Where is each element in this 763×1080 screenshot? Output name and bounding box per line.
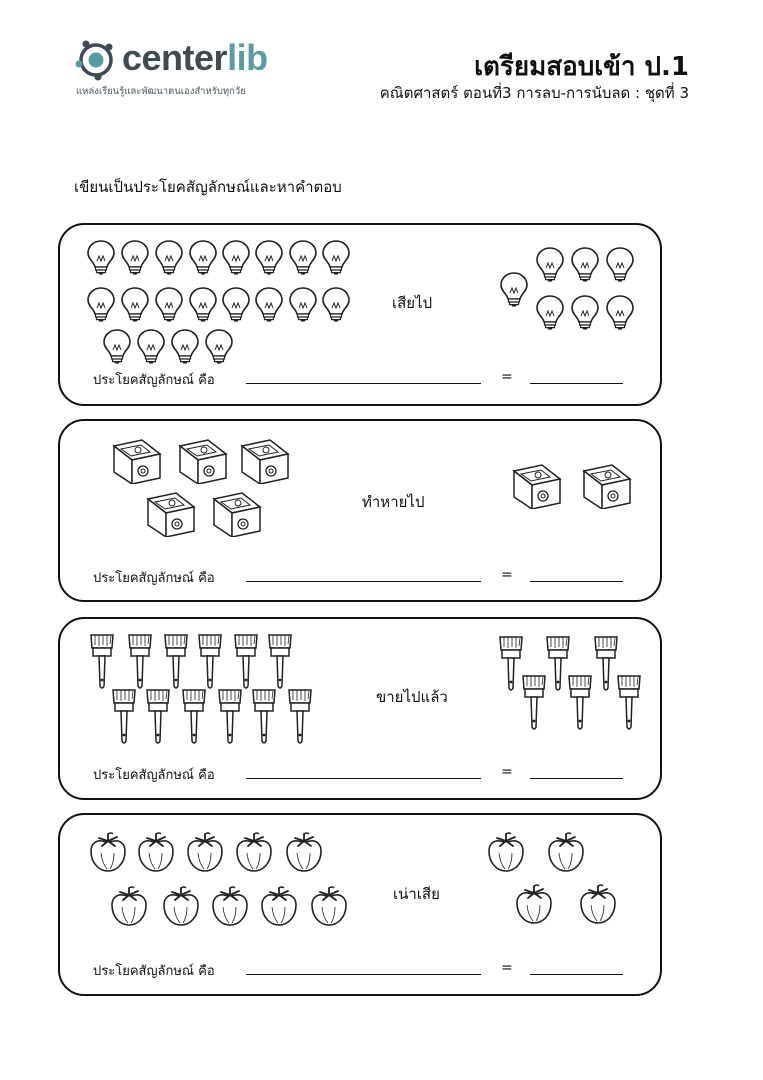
sentence-answer-line[interactable]	[246, 778, 481, 779]
equals-sign: =	[501, 960, 513, 976]
light-bulb-icon	[499, 271, 529, 311]
light-bulb-icon	[254, 286, 284, 326]
paintbrush-icon	[266, 632, 294, 694]
sentence-answer-line[interactable]	[246, 974, 481, 975]
light-bulb-icon	[170, 328, 200, 368]
light-bulb-icon	[86, 239, 116, 279]
light-bulb-icon	[221, 239, 251, 279]
light-bulb-icon	[321, 239, 351, 279]
pencil-sharpener-icon	[212, 491, 262, 541]
light-bulb-icon	[120, 286, 150, 326]
instruction-text: เขียนเป็นประโยคสัญลักษณ์และหาคำตอบ	[74, 178, 342, 196]
light-bulb-icon	[254, 239, 284, 279]
paintbrush-icon	[286, 687, 314, 749]
result-answer-line[interactable]	[530, 974, 623, 975]
tomato-icon	[87, 831, 129, 877]
tomato-icon	[233, 831, 275, 877]
light-bulb-icon	[570, 246, 600, 286]
paintbrush-icon	[232, 632, 260, 694]
logo-icon	[74, 38, 118, 82]
light-bulb-icon	[535, 294, 565, 334]
paintbrush-icon	[110, 687, 138, 749]
tomato-icon	[160, 885, 202, 931]
sentence-label: ประโยคสัญลักษณ์ คือ	[93, 373, 215, 388]
light-bulb-icon	[605, 246, 635, 286]
equals-sign: =	[501, 567, 513, 583]
sentence-answer-line[interactable]	[246, 383, 481, 384]
pencil-sharpener-icon	[240, 438, 290, 488]
paintbrush-icon	[615, 673, 643, 735]
sentence-label: ประโยคสัญลักษณ์ คือ	[93, 964, 215, 979]
tomato-icon	[545, 831, 587, 877]
pencil-sharpener-icon	[582, 463, 632, 513]
problem-panel-3	[58, 617, 662, 800]
light-bulb-icon	[188, 239, 218, 279]
sentence-label: ประโยคสัญลักษณ์ คือ	[93, 768, 215, 783]
tomato-icon	[513, 883, 555, 929]
problem-verb: เสียไป	[392, 294, 433, 312]
paintbrush-icon	[144, 687, 172, 749]
equals-sign: =	[501, 369, 513, 385]
result-answer-line[interactable]	[530, 383, 623, 384]
paintbrush-icon	[520, 673, 548, 735]
light-bulb-icon	[154, 286, 184, 326]
tomato-icon	[108, 885, 150, 931]
tomato-icon	[184, 831, 226, 877]
tomato-icon	[308, 885, 350, 931]
page-subtitle: คณิตศาสตร์ ตอนที่3 การลบ-การนับลด : ชุดที่ 3	[379, 84, 689, 102]
tomato-icon	[258, 885, 300, 931]
problem-panel-1	[58, 223, 662, 406]
tomato-icon	[135, 831, 177, 877]
problem-verb: ทำหายไป	[362, 493, 425, 511]
equals-sign: =	[501, 764, 513, 780]
problem-verb: เน่าเสีย	[393, 885, 440, 903]
light-bulb-icon	[154, 239, 184, 279]
problem-panel-4	[58, 813, 662, 996]
paintbrush-icon	[250, 687, 278, 749]
paintbrush-icon	[566, 673, 594, 735]
result-answer-line[interactable]	[530, 778, 623, 779]
pencil-sharpener-icon	[512, 463, 562, 513]
result-answer-line[interactable]	[530, 581, 623, 582]
light-bulb-icon	[221, 286, 251, 326]
sentence-label: ประโยคสัญลักษณ์ คือ	[93, 571, 215, 586]
logo-tagline: แหล่งเรียนรู้และพัฒนาตนเองสำหรับทุกวัย	[76, 86, 246, 97]
problem-verb: ขายไปแล้ว	[376, 688, 448, 706]
light-bulb-icon	[86, 286, 116, 326]
light-bulb-icon	[188, 286, 218, 326]
page-title: เตรียมสอบเข้า ป.1	[474, 52, 689, 82]
sentence-answer-line[interactable]	[246, 581, 481, 582]
light-bulb-icon	[605, 294, 635, 334]
tomato-icon	[209, 885, 251, 931]
pencil-sharpener-icon	[178, 438, 228, 488]
light-bulb-icon	[102, 328, 132, 368]
light-bulb-icon	[321, 286, 351, 326]
paintbrush-icon	[180, 687, 208, 749]
tomato-icon	[577, 883, 619, 929]
light-bulb-icon	[136, 328, 166, 368]
paintbrush-icon	[88, 632, 116, 694]
paintbrush-icon	[126, 632, 154, 694]
paintbrush-icon	[216, 687, 244, 749]
light-bulb-icon	[288, 239, 318, 279]
paintbrush-icon	[196, 632, 224, 694]
light-bulb-icon	[570, 294, 600, 334]
pencil-sharpener-icon	[146, 491, 196, 541]
pencil-sharpener-icon	[112, 438, 162, 488]
logo-wordmark: centerlib	[122, 37, 268, 78]
paintbrush-icon	[162, 632, 190, 694]
tomato-icon	[485, 831, 527, 877]
light-bulb-icon	[204, 328, 234, 368]
tomato-icon	[283, 831, 325, 877]
problem-panel-2	[58, 419, 662, 602]
light-bulb-icon	[120, 239, 150, 279]
light-bulb-icon	[288, 286, 318, 326]
light-bulb-icon	[535, 246, 565, 286]
